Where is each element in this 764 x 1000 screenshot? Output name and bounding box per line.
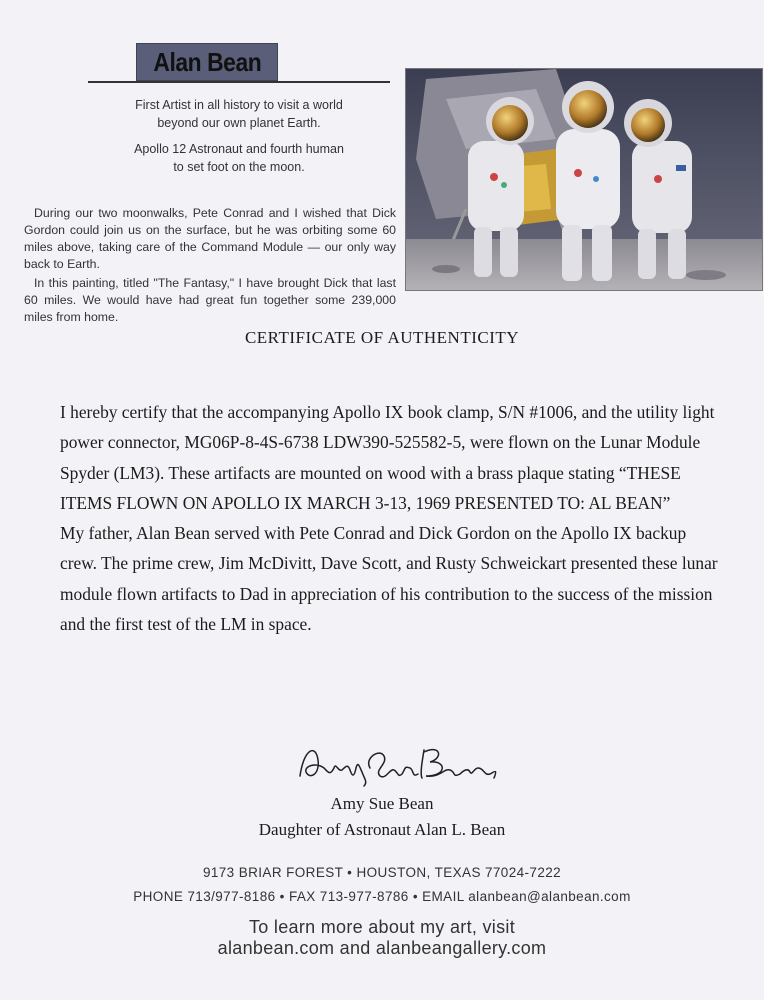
intro-line-4: to set foot on the moon. xyxy=(173,160,305,174)
footer-contact: PHONE 713/977-8186 • FAX 713-977-8786 • EMAIL alanbean@alanbean.com xyxy=(133,889,631,904)
signer-title: Daughter of Astronaut Alan L. Bean xyxy=(258,820,506,839)
logo-box xyxy=(136,43,278,81)
footer-address: 9173 BRIAR FOREST • HOUSTON, TEXAS 77024-7222 xyxy=(202,865,562,880)
intro-line-2: beyond our own planet Earth. xyxy=(157,116,321,130)
story-paragraph-1: During our two moonwalks, Pete Conrad and I wished that Dick Gordon could join us on the surface, but he was orbiting some 60 miles above, taking care of the Command Module — our only way back to Earth. xyxy=(24,206,396,271)
signature-image xyxy=(294,738,504,790)
footer-promo-line-1: To learn more about my art, visit xyxy=(249,917,515,937)
painting-image xyxy=(405,68,763,291)
logo-text: Alan Bean xyxy=(153,46,261,77)
certificate-paragraph-1: I hereby certify that the accompanying Apollo IX book clamp, S/N #1006, and the utility light power connector, MG06P-8-4S-6738 LDW390-525582-5, were flown on the Lunar Module Spyder (LM3). These artifacts are mounted on wood with a brass plaque stating “THESE ITEMS FLOWN ON APOLLO IX MARCH 3-13, 1969 PRESENTED TO: AL BEAN” xyxy=(60,402,715,513)
certificate-title: CERTIFICATE OF AUTHENTICITY xyxy=(244,328,520,347)
signer-name: Amy Sue Bean xyxy=(330,794,434,813)
certificate-paragraph-2: My father, Alan Bean served with Pete Conrad and Dick Gordon on the Apollo IX backup crew. The prime crew, Jim McDivitt, Dave Scott, and Rusty Schweickart presented these lunar module flown artifacts to Dad in appreciation of his contribution to the success of the mission and the first test of the LM in space. xyxy=(60,523,718,635)
story-paragraph-2: In this painting, titled "The Fantasy," I have brought Dick that last 60 miles. We would have had great fun together some 239,000 miles from home. xyxy=(24,276,396,324)
intro-line-1: First Artist in all history to visit a world xyxy=(135,98,343,112)
painting-illustration xyxy=(406,69,762,290)
header-rule xyxy=(88,81,390,83)
intro-line-3: Apollo 12 Astronaut and fourth human xyxy=(134,142,344,156)
certificate-body xyxy=(60,397,720,639)
footer-promo-line-2: alanbean.com and alanbeangallery.com xyxy=(217,938,547,958)
